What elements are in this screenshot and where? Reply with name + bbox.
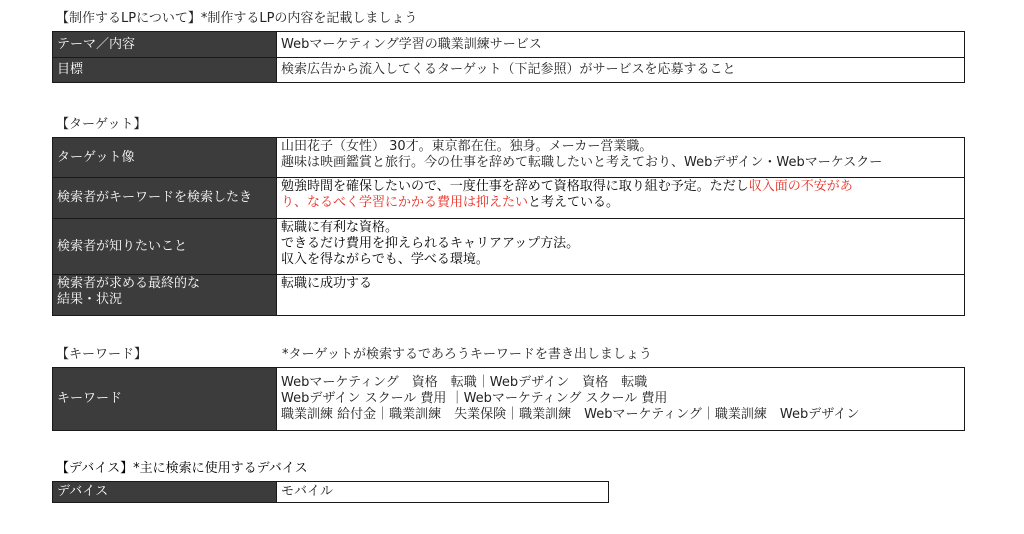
search-moment-highlight: り、なるべく学習にかかる費用は抑えたい	[281, 195, 529, 210]
goal-label: 目標	[53, 58, 277, 83]
device-section-title: 【デバイス】*主に検索に使用するデバイス	[56, 461, 308, 476]
target-table	[52, 137, 965, 316]
theme-label: テーマ／内容	[53, 32, 277, 58]
persona-label: ターゲット像	[53, 138, 277, 178]
keywords-line-3: 職業訓練 給付金｜職業訓練 失業保険｜職業訓練 Webマーケティング｜職業訓練 Webデザイン	[281, 407, 860, 422]
final-goal-label-line-2: 結果・状況	[57, 292, 123, 307]
persona-line-1: 山田花子（女性） 30才。東京都在住。独身。メーカー営業職。	[281, 139, 653, 154]
search-moment-text: 勉強時間を確保したいので、一度仕事を辞めて資格取得に取り組む予定。ただし	[281, 179, 749, 194]
wants-value[interactable]	[277, 219, 965, 275]
device-label: デバイス	[53, 482, 277, 503]
keywords-section-title: 【キーワード】	[56, 347, 148, 362]
table-row	[53, 482, 609, 503]
table-row	[53, 178, 965, 219]
keywords-line-2: Webデザイン スクール 費用 ｜Webマーケティング スクール 費用	[281, 391, 668, 406]
search-moment-line-1	[281, 179, 960, 195]
wants-line-2: できるだけ費用を抑えられるキャリアアップ方法。	[281, 236, 580, 251]
target-section-title: 【ターゲット】	[56, 117, 147, 132]
device-table	[52, 481, 609, 503]
wants-label: 検索者が知りたいこと	[53, 219, 277, 275]
table-row	[53, 32, 965, 58]
final-goal-label-line-1: 検索者が求める最終的な	[57, 276, 201, 291]
persona-value[interactable]	[277, 138, 965, 178]
search-moment-line-2	[281, 195, 960, 211]
search-moment-label: 検索者がキーワードを検索したき	[53, 178, 277, 219]
final-goal-value[interactable]: 転職に成功する	[277, 275, 965, 316]
goal-value[interactable]: 検索広告から流入してくるターゲット（下記参照）がサービスを応募すること	[277, 58, 965, 83]
table-row	[53, 275, 965, 316]
table-row	[53, 138, 965, 178]
final-goal-label	[53, 275, 277, 316]
overview-table	[52, 31, 965, 83]
table-row	[53, 368, 965, 431]
search-moment-highlight: 収入面の不安があ	[748, 179, 853, 194]
device-value[interactable]: モバイル	[277, 482, 609, 503]
search-moment-value[interactable]	[277, 178, 965, 219]
wants-line-1: 転職に有利な資格。	[281, 220, 399, 235]
keywords-section-note: *ターゲットが検索するであろうキーワードを書き出しましょう	[282, 347, 652, 362]
keywords-table	[52, 367, 965, 431]
search-moment-text: と考えている。	[528, 195, 620, 210]
persona-line-2: 趣味は映画鑑賞と旅行。今の仕事を辞めて転職したいと考えており、Webデザイン・Webマーケスクー	[281, 155, 883, 170]
keywords-line-1: Webマーケティング 資格 転職｜Webデザイン 資格 転職	[281, 375, 648, 390]
theme-value[interactable]: Webマーケティング学習の職業訓練サービス	[277, 32, 965, 58]
overview-section-title: 【制作するLPについて】*制作するLPの内容を記載しましょう	[56, 11, 418, 26]
table-row	[53, 219, 965, 275]
keywords-value[interactable]	[277, 368, 965, 431]
wants-line-3: 収入を得ながらでも、学べる環境。	[281, 252, 489, 267]
table-row	[53, 58, 965, 83]
keywords-label: キーワード	[53, 368, 277, 431]
